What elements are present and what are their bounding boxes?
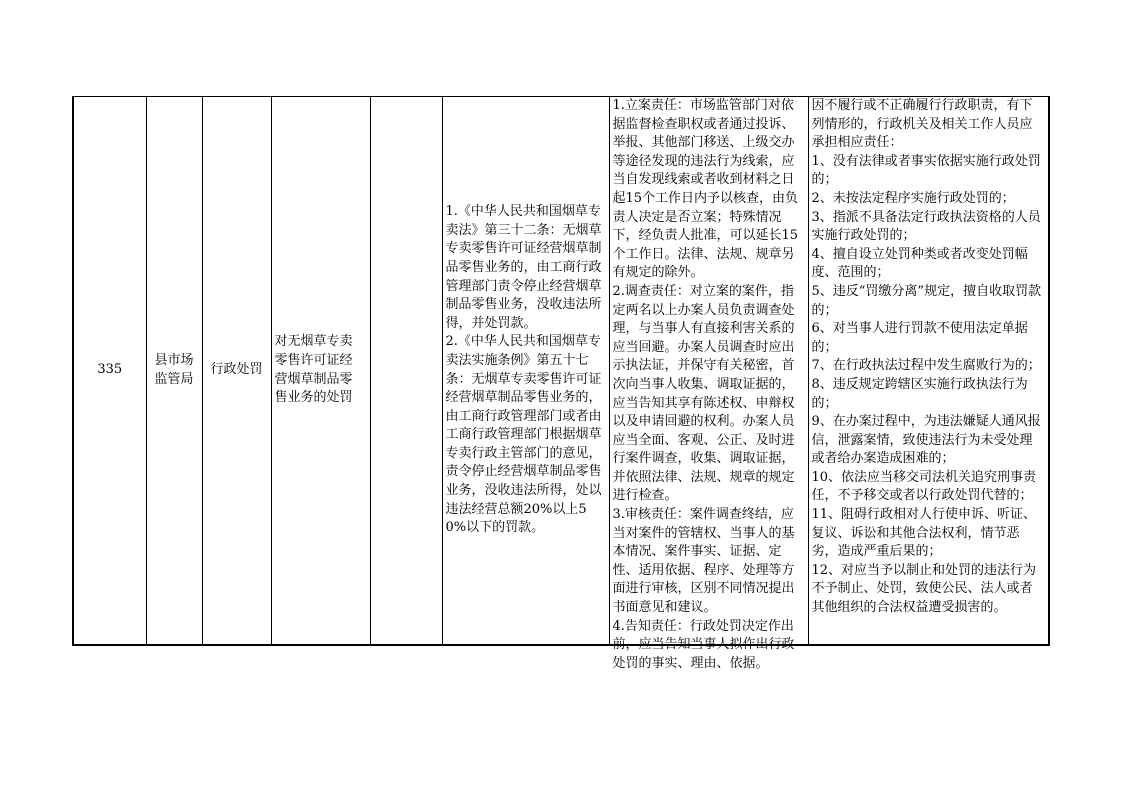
- row-number: 335: [97, 362, 123, 378]
- accountability-cell: [808, 97, 1049, 646]
- accountability-conditions: 因不履行或不正确履行行政职责，有下列情形的，行政机关及相关工作人员应承担相应责任： 1、没有法律或者事实依据实施行政处罚的； 2、未按法定程序实施行政处罚的； 3、指派不具备法定行政执法资格的人员实施行政处罚的； 4、擅自设立处罚种类或者改变处罚幅度、范围的； 5、违反“罚缴分离”规定，擅自收取罚款的； 6、对当事人进行罚款不使用法定单据的； 7、在行政执法过程中发生腐败行为的； 8、违反规定跨辖区实施行政执法行为的； 9、在办案过程中，为违法嫌疑人通风报信，泄露案情，致使违法行为未受处理或者给办案造成困难的； 10、依法应当移交司法机关追究刑事责任，不予移交或者以行政处罚代替的； 11、阻碍行政相对人行使申诉、听证、复议、诉讼和其他合法权利，情节恶劣，造成严重后果的； 12、对应当予以制止和处罚的违法行为不予制止、处罚，致使公民、法人或者其他组织的合法权益遭受损害的。: [811, 98, 1042, 616]
- power-category: 行政处罚: [210, 362, 263, 378]
- item-name-cell: [271, 97, 370, 646]
- basis-cell: [442, 97, 609, 646]
- document-sheet: [72, 96, 1048, 671]
- table-row: [73, 97, 1049, 646]
- department: 县市场 监管局: [154, 352, 194, 387]
- legal-basis: 1.《中华人民共和国烟草专卖法》第三十二条：无烟草专卖零售许可证经营烟草制品零售业务的，由工商行政管理部门责令停止经营烟草制品零售业务，没收违法所得，并处罚款。 2.《中华人民共和国烟草专卖法实施条例》第五十七条：无烟草专卖零售许可证经营烟草制品零售业务的，由工商行政管理部门或者由工商行政管理部门根据烟草专卖行政主管部门的意见，责令停止经营烟草制品零售业务，没收违法所得，处以违法经营总额20%以上50%以下的罚款。: [445, 204, 602, 536]
- sub-item-cell: [370, 97, 442, 646]
- department-cell: [146, 97, 202, 646]
- duties-cell: [609, 97, 808, 671]
- power-item-name: 对无烟草专卖 零售许可证经 营烟草制品零 售业务的处罚: [274, 334, 353, 406]
- category-cell: [202, 97, 271, 646]
- responsibility-duties: 1.立案责任：市场监管部门对依据监督检查职权或者通过投诉、举报、其他部门移送、上级交办等途径发现的违法行为线索，应当自发现线索或者收到材料之日起15个工作日内予以核查，由负责人决定是否立案；特殊情况下，经负责人批准，可以延长15个工作日。法律、法规、规章另有规定的除外。 2.调查责任：对立案的案件，指定两名以上办案人员负责调查处理，与当事人有直接利害关系的应当回避。办案人员调查时应出示执法证，并保守有关秘密，首次向当事人收集、调取证据的，应当告知其享有陈述权、申辩权以及申请回避的权利。办案人员应当全面、客观、公正、及时进行案件调查，收集、调取证据，并依照法律、法规、规章的规定进行检查。 3.审核责任：案件调查终结，应当对案件的管辖权、当事人的基本情况、案件事实、证据、定性、适用依据、程序、处理等方面进行审核，区别不同情况提出书面意见和建议。 4.告知责任：行政处罚决定作出前，应当告知当事人拟作出行政处罚的事实、理由、依据。: [612, 98, 799, 671]
- power-list-table: [72, 96, 1050, 671]
- row-number-cell: [73, 97, 146, 646]
